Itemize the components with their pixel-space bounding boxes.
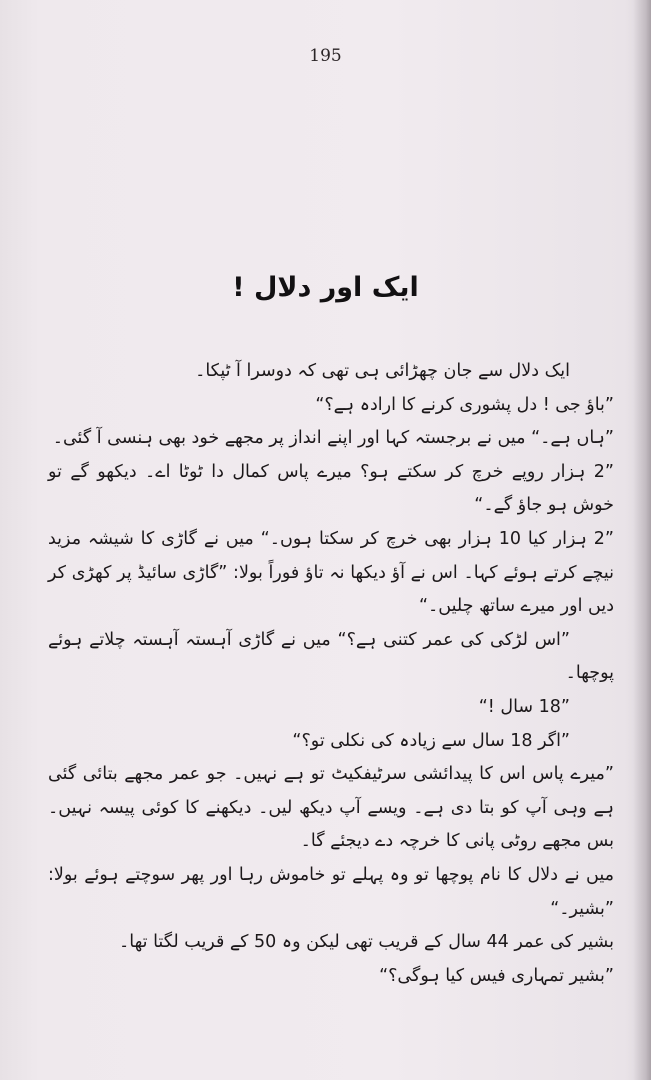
paragraph: ”میرے پاس اس کا پیدائشی سرٹیفکیٹ تو ہے نہیں۔ جو عمر مجھے بتائی گئی ہے وہی آپ کو بتا دی ہے۔ ویسے آپ دیکھ لیں۔ دیکھنے کا کوئی پیسہ نہیں۔ بس مجھے روٹی پانی کا خرچہ دے دیجئے گا۔ [48, 764, 614, 852]
chapter-title: ایک اور دلال ! [232, 272, 419, 303]
paragraph: ”باؤ جی ! دل پشوری کرنے کا ارادہ ہے؟“ [315, 394, 614, 415]
paragraph: بشیر کی عمر 44 سال کے قریب تھی لیکن وہ 50 کے قریب لگتا تھا۔ [119, 932, 614, 953]
paragraph: ”بشیر تمہاری فیس کیا ہوگی؟“ [379, 965, 614, 986]
paragraph: ایک دلال سے جان چھڑائی ہی تھی کہ دوسرا آ ٹپکا۔ [195, 361, 570, 381]
paragraph: ”2 ہزار کیا 10 ہزار بھی خرچ کر سکتا ہوں۔“ میں نے گاڑی کا شیشہ مزید نیچے کرتے ہوئے کہا۔ اس نے آؤ دیکھا نہ تاؤ فوراً بولا: ”گاڑی سائیڈ پر کھڑی کر دیں اور میرے ساتھ چلیں۔“ [48, 528, 614, 617]
paragraph: ”ہاں ہے۔“ میں نے برجستہ کہا اور اپنے انداز پر مجھے خود بھی ہنسی آ گئی۔ [52, 428, 614, 449]
paragraph: ”اس لڑکی کی عمر کتنی ہے؟“ میں نے گاڑی آہستہ آہستہ چلاتے ہوئے پوچھا۔ [48, 629, 614, 684]
paragraph: ”18 سال !“ [478, 696, 570, 717]
paragraph: ”2 ہزار روپے خرچ کر سکتے ہو؟ میرے پاس کمال دا ٹوٹا اے۔ دیکھو گے تو خوش ہو جاؤ گے۔“ [48, 461, 614, 516]
body-text [48, 355, 614, 993]
page-edge-shadow [633, 0, 651, 1080]
paragraph: ”اگر 18 سال سے زیادہ کی نکلی تو؟“ [292, 730, 570, 751]
page-number: 195 [309, 46, 342, 66]
paragraph: میں نے دلال کا نام پوچھا تو وہ پہلے تو خاموش رہا اور پھر سوچتے ہوئے بولا: ”بشیر۔“ [48, 864, 614, 919]
